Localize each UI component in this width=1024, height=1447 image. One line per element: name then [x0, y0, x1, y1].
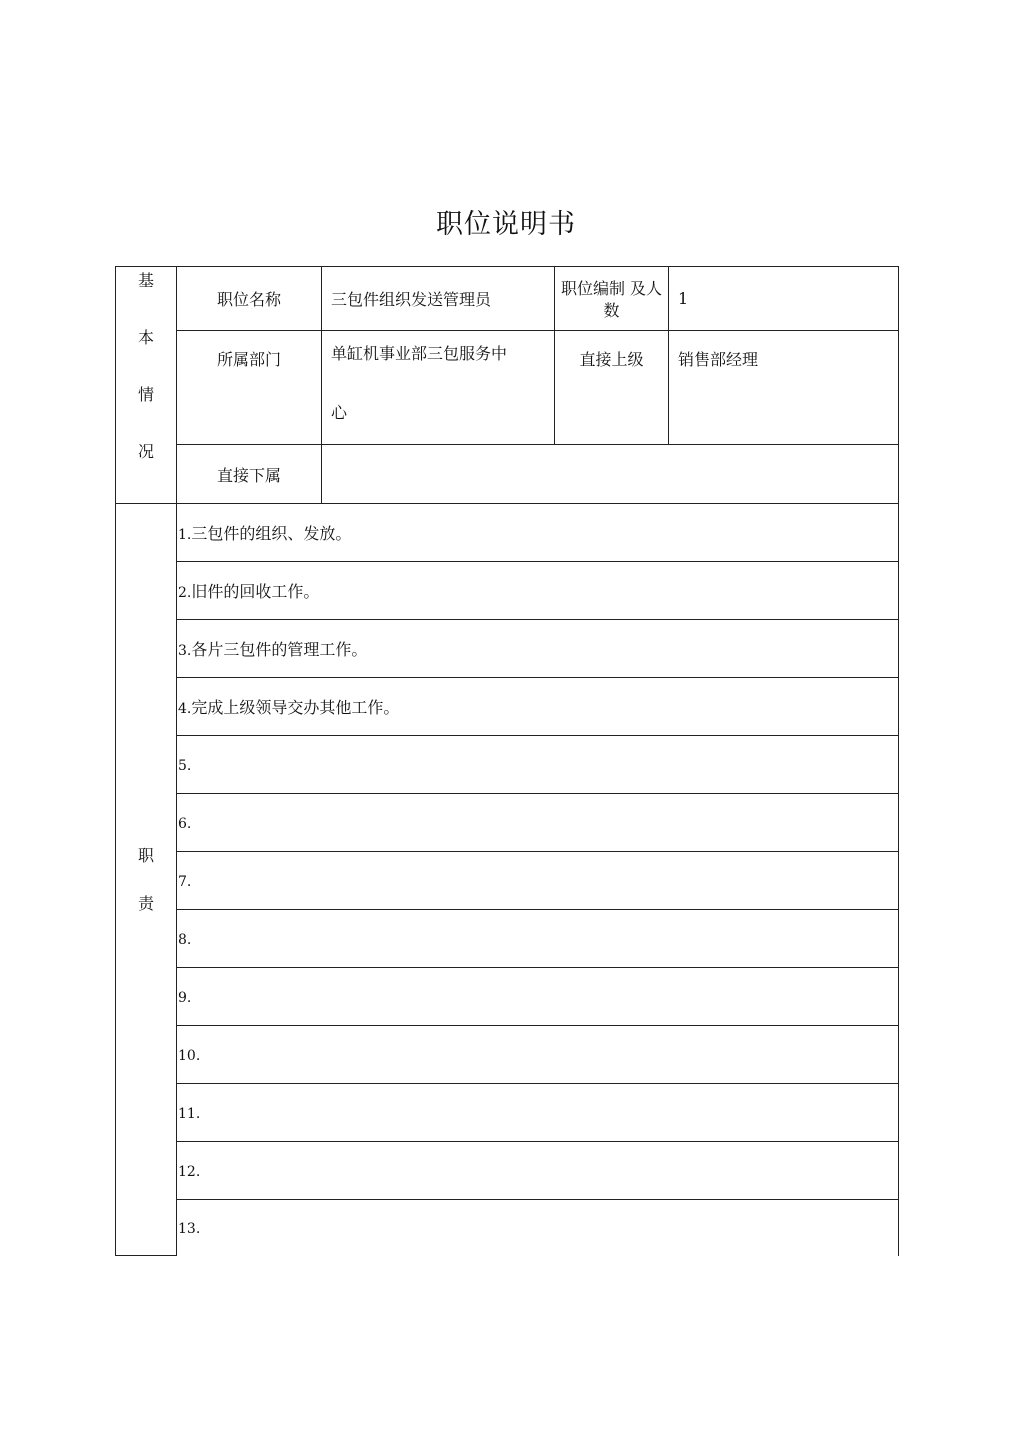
duty-text: 各片三包件的管理工作。	[191, 640, 368, 659]
duty-item	[177, 678, 899, 736]
basic-info-heading	[116, 267, 177, 504]
duty-item	[177, 562, 899, 620]
duty-item	[177, 910, 899, 968]
duty-item	[177, 736, 899, 794]
duty-number: 12.	[178, 1164, 201, 1180]
duty-number: 8.	[178, 932, 192, 948]
duty-item	[177, 1142, 899, 1200]
duty-item	[177, 1200, 899, 1256]
duty-item	[177, 620, 899, 678]
duty-number: 13.	[178, 1221, 201, 1238]
position-name-value: 三包件组织发送管理员	[322, 267, 555, 331]
duty-item	[177, 794, 899, 852]
duty-number: 11.	[178, 1106, 201, 1122]
job-description-table	[115, 266, 899, 1256]
duty-item	[177, 1026, 899, 1084]
department-value	[322, 331, 555, 445]
department-line-2: 心	[331, 403, 348, 422]
duty-number: 2.	[178, 585, 192, 601]
duties-heading	[116, 504, 177, 1256]
position-name-label: 职位名称	[177, 267, 322, 331]
duty-item	[177, 852, 899, 910]
heading-char: 况	[137, 442, 154, 461]
heading-char: 责	[137, 893, 154, 913]
duty-number: 5.	[178, 758, 192, 774]
heading-char: 情	[137, 385, 154, 404]
duty-number: 7.	[178, 874, 192, 890]
superior-value: 销售部经理	[669, 331, 899, 445]
duty-number: 10.	[178, 1048, 201, 1064]
duty-number: 6.	[178, 816, 192, 832]
superior-label: 直接上级	[555, 331, 669, 445]
subordinate-value	[322, 445, 899, 504]
duty-item	[177, 504, 899, 562]
duty-item	[177, 968, 899, 1026]
headcount-value: 1	[669, 267, 899, 331]
duty-number: 3.	[178, 643, 192, 659]
document-title: 职位说明书	[436, 209, 576, 240]
duty-item	[177, 1084, 899, 1142]
department-line-1: 单缸机事业部三包服务中	[331, 344, 508, 363]
heading-char: 基	[137, 271, 154, 290]
subordinate-label: 直接下属	[177, 445, 322, 504]
headcount-label: 职位编制 及人数	[555, 267, 669, 331]
duty-text: 旧件的回收工作。	[191, 582, 320, 601]
heading-char: 职	[137, 845, 154, 865]
duty-number: 1.	[178, 527, 192, 543]
heading-char: 本	[137, 328, 154, 347]
duty-number: 4.	[178, 701, 192, 717]
department-label: 所属部门	[177, 331, 322, 445]
duty-text: 三包件的组织、发放。	[191, 524, 352, 543]
duty-number: 9.	[178, 990, 192, 1006]
duty-text: 完成上级领导交办其他工作。	[191, 698, 400, 717]
